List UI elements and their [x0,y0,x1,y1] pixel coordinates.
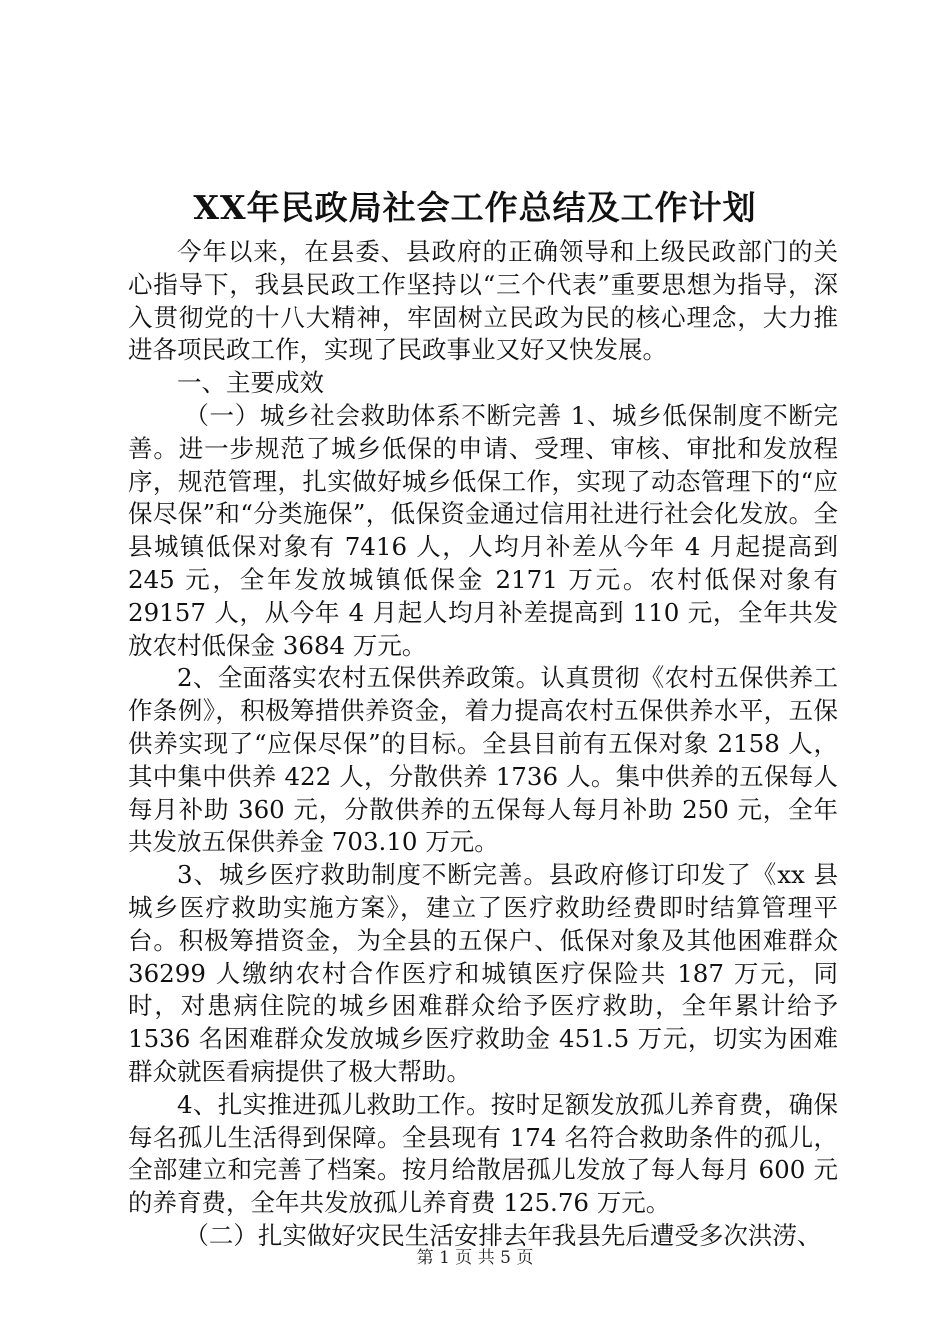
paragraph-orphan-assistance: 4、扎实推进孤儿救助工作。按时足额发放孤儿养育费，确保每名孤儿生活得到保障。全县现有 174 名符合救助条件的孤儿，全部建立和完善了档案。按月给散居孤儿发放了每人每月 600 元的养育费，全年共发放孤儿养育费 125.76 万元。 [128,1089,838,1218]
paragraph-five-guarantees: 2、全面落实农村五保供养政策。认真贯彻《农村五保供养工作条例》，积极筹措供养资金，着力提高农村五保供养水平，五保供养实现了“应保尽保”的目标。全县目前有五保对象 2158 人，其中集中供养 422 人，分散供养 1736 人。集中供养的五保每人每月补助 360 元，分散供养的五保每人每月补助 250 元，全年共发放五保供养金 703.10 万元。 [128,663,838,857]
document-body [128,236,838,1253]
paragraph-medical-assistance: 3、城乡医疗救助制度不断完善。县政府修订印发了《xx 县城乡医疗救助实施方案》，建立了医疗救助经费即时结算管理平台。积极筹措资金，为全县的五保户、低保对象及其他困难群众 36299 人缴纳农村合作医疗和城镇医疗保险共 187 万元，同时，对患病住院的城乡困难群众给予医疗救助，全年累计给予 1536 名困难群众发放城乡医疗救助金 451.5 万元，切实为困难群众就医看病提供了极大帮助。 [128,860,838,1086]
section-heading-main-results: 一、主要成效 [177,368,324,398]
paragraph-intro: 今年以来，在县委、县政府的正确领导和上级民政部门的关心指导下，我县民政工作坚持以“三个代表”重要思想为指导，深入贯彻党的十八大精神，牢固树立民政为民的核心理念，大力推进各项民政工作，实现了民政事业又好又快发展。 [128,237,838,365]
paragraph-social-assistance: （一）城乡社会救助体系不断完善 1、城乡低保制度不断完善。进一步规范了城乡低保的申请、受理、审核、审批和发放程序，规范管理，扎实做好城乡低保工作，实现了动态管理下的“应保尽保”和“分类施保”，低保资金通过信用社进行社会化发放。全县城镇低保对象有 7416 人，人均月补差从今年 4 月起提高到 245 元，全年发放城镇低保金 2171 万元。农村低保对象有 29157 人，从今年 4 月起人均月补差提高到 110 元，全年共发放农村低保金 3684 万元。 [128,400,838,660]
paragraph-disaster-relief: （二）扎实做好灾民生活安排去年我县先后遭受多次洪涝、 [184,1220,822,1250]
document-title: XX年民政局社会工作总结及工作计划 [193,188,757,227]
page-number-footer: 第 1 页 共 5 页 [416,1248,534,1268]
